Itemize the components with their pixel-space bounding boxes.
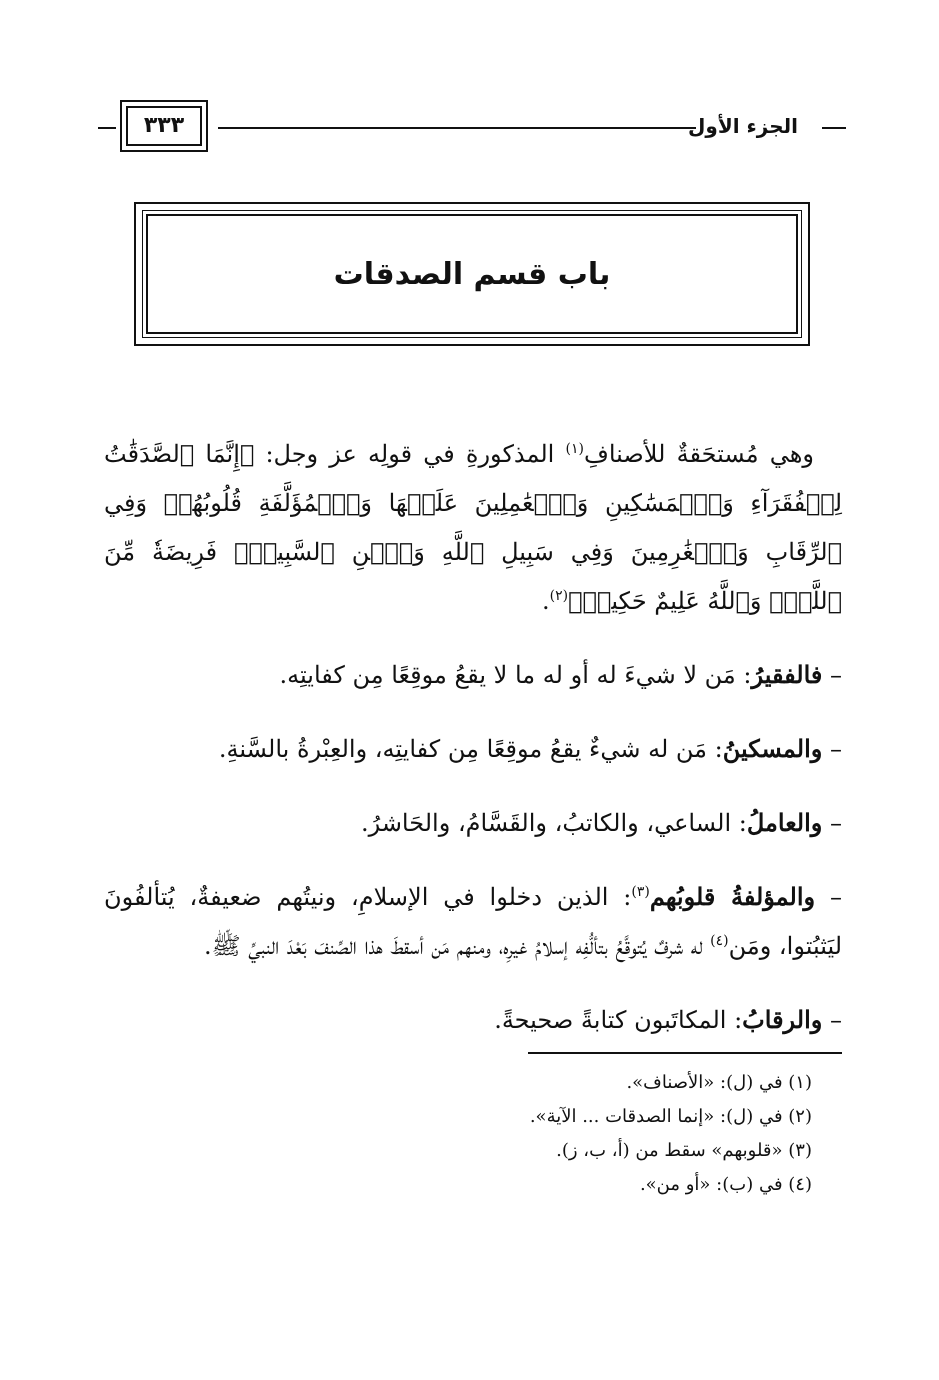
- footnote-ref-1[interactable]: (١): [565, 441, 584, 457]
- definition-text: : مَن لا شيءَ له أو له ما لا يقعُ موقِعًا مِن كفايتِه.: [279, 661, 752, 689]
- definition-text: : المكاتَبون كتابةً صحيحةً.: [494, 1006, 743, 1034]
- footnote-ref-3[interactable]: (٣): [631, 884, 650, 900]
- quran-verse: ﴿إِنَّمَا ٱلصَّدَقَٰتُ لِلۡفُقَرَآءِ وَٱلۡمَسَٰكِينِ وَٱلۡعَٰمِلِينَ عَلَيۡهَا وَٱلۡمُؤَلَّفَةِ قُلُوبُهُمۡ وَفِي ٱلرِّقَابِ وَٱلۡغَٰرِمِينَ وَفِي سَبِيلِ ٱللَّهِ وَٱبۡنِ ٱلسَّبِيلِۖ فَرِيضَةٗ مِّنَ ٱللَّهِۗ وَٱللَّهُ عَلِيمٌ حَكِيمٞ﴾: [104, 440, 842, 615]
- header-rule-right: [822, 127, 846, 129]
- dash: –: [815, 883, 842, 911]
- header-rule-left: [98, 127, 116, 129]
- term-riqab: والرقابُ: [742, 1005, 823, 1034]
- intro-end: .: [542, 587, 550, 615]
- definition-text: : مَن له شيءٌ يقعُ موقِعًا مِن كفايتِه، والعِبْرةُ بالسَّنةِ.: [218, 735, 723, 763]
- footnote-4: (٤) في (ب): «أو من».: [639, 1174, 812, 1195]
- definition-miskin: [104, 724, 842, 774]
- term-faqir: فالفقيرُ: [751, 660, 823, 689]
- intro-text: وهي مُستحَقةٌ للأصنافِ: [583, 440, 815, 468]
- chapter-title: باب قسم الصدقات: [333, 256, 611, 292]
- term-miskin: والمسكينُ: [722, 734, 823, 763]
- dash: –: [822, 735, 842, 763]
- footnote-ref-4[interactable]: (٤): [710, 933, 729, 949]
- definition-faqir: [104, 650, 842, 700]
- dash: –: [822, 1006, 842, 1034]
- header-rule-middle: [218, 127, 696, 129]
- footnote-1: (١) في (ل): «الأصناف».: [626, 1072, 812, 1093]
- term-muallafa: والمؤلفةُ قلوبُهم: [649, 882, 816, 911]
- definition-text-continued: له شرفٌ يُتوقَّعُ بتألُّفِه إسلامُ غيرِه، ومنهم مَن أسقطَ هذا الصِّنفَ بَعْدَ النبيِّ ﷺ.: [203, 932, 711, 960]
- section-title: الجزء الأول: [688, 114, 798, 138]
- term-amil: والعاملُ: [746, 808, 823, 837]
- definition-amil: [104, 798, 842, 848]
- chapter-frame: [134, 202, 810, 346]
- page-number: ٣٣٣: [126, 106, 202, 146]
- footnote-ref-2[interactable]: (٢): [549, 588, 569, 604]
- definition-muallafa: [104, 872, 842, 971]
- footnote-3: (٣) «قلوبهم» سقط من (أ، ب، ز).: [556, 1140, 812, 1161]
- definition-text: : الساعي، والكاتبُ، والقَسَّامُ، والحَاشرُ.: [360, 809, 747, 837]
- intro-mid-text: المذكورةِ في قولِه عز وجل:: [254, 440, 566, 468]
- dash: –: [822, 661, 842, 689]
- footnote-separator: [528, 1052, 842, 1054]
- chapter-frame-middle: [142, 210, 802, 338]
- running-header: [98, 100, 846, 156]
- footnotes: [104, 1066, 812, 1202]
- body-text: [104, 430, 842, 1069]
- definition-text: : الذين دخلوا في الإسلامِ، ونيتُهم ضعيفةٌ، يُتألفُونَ ليَثبُتوا، ومَن: [104, 883, 842, 960]
- definition-riqab: [104, 995, 842, 1045]
- dash: –: [822, 809, 842, 837]
- chapter-frame-inner: [146, 214, 798, 334]
- intro-paragraph: [104, 430, 842, 626]
- footnote-2: (٢) في (ل): «إنما الصدقات ... الآية».: [529, 1106, 812, 1127]
- page-number-frame: [120, 100, 208, 152]
